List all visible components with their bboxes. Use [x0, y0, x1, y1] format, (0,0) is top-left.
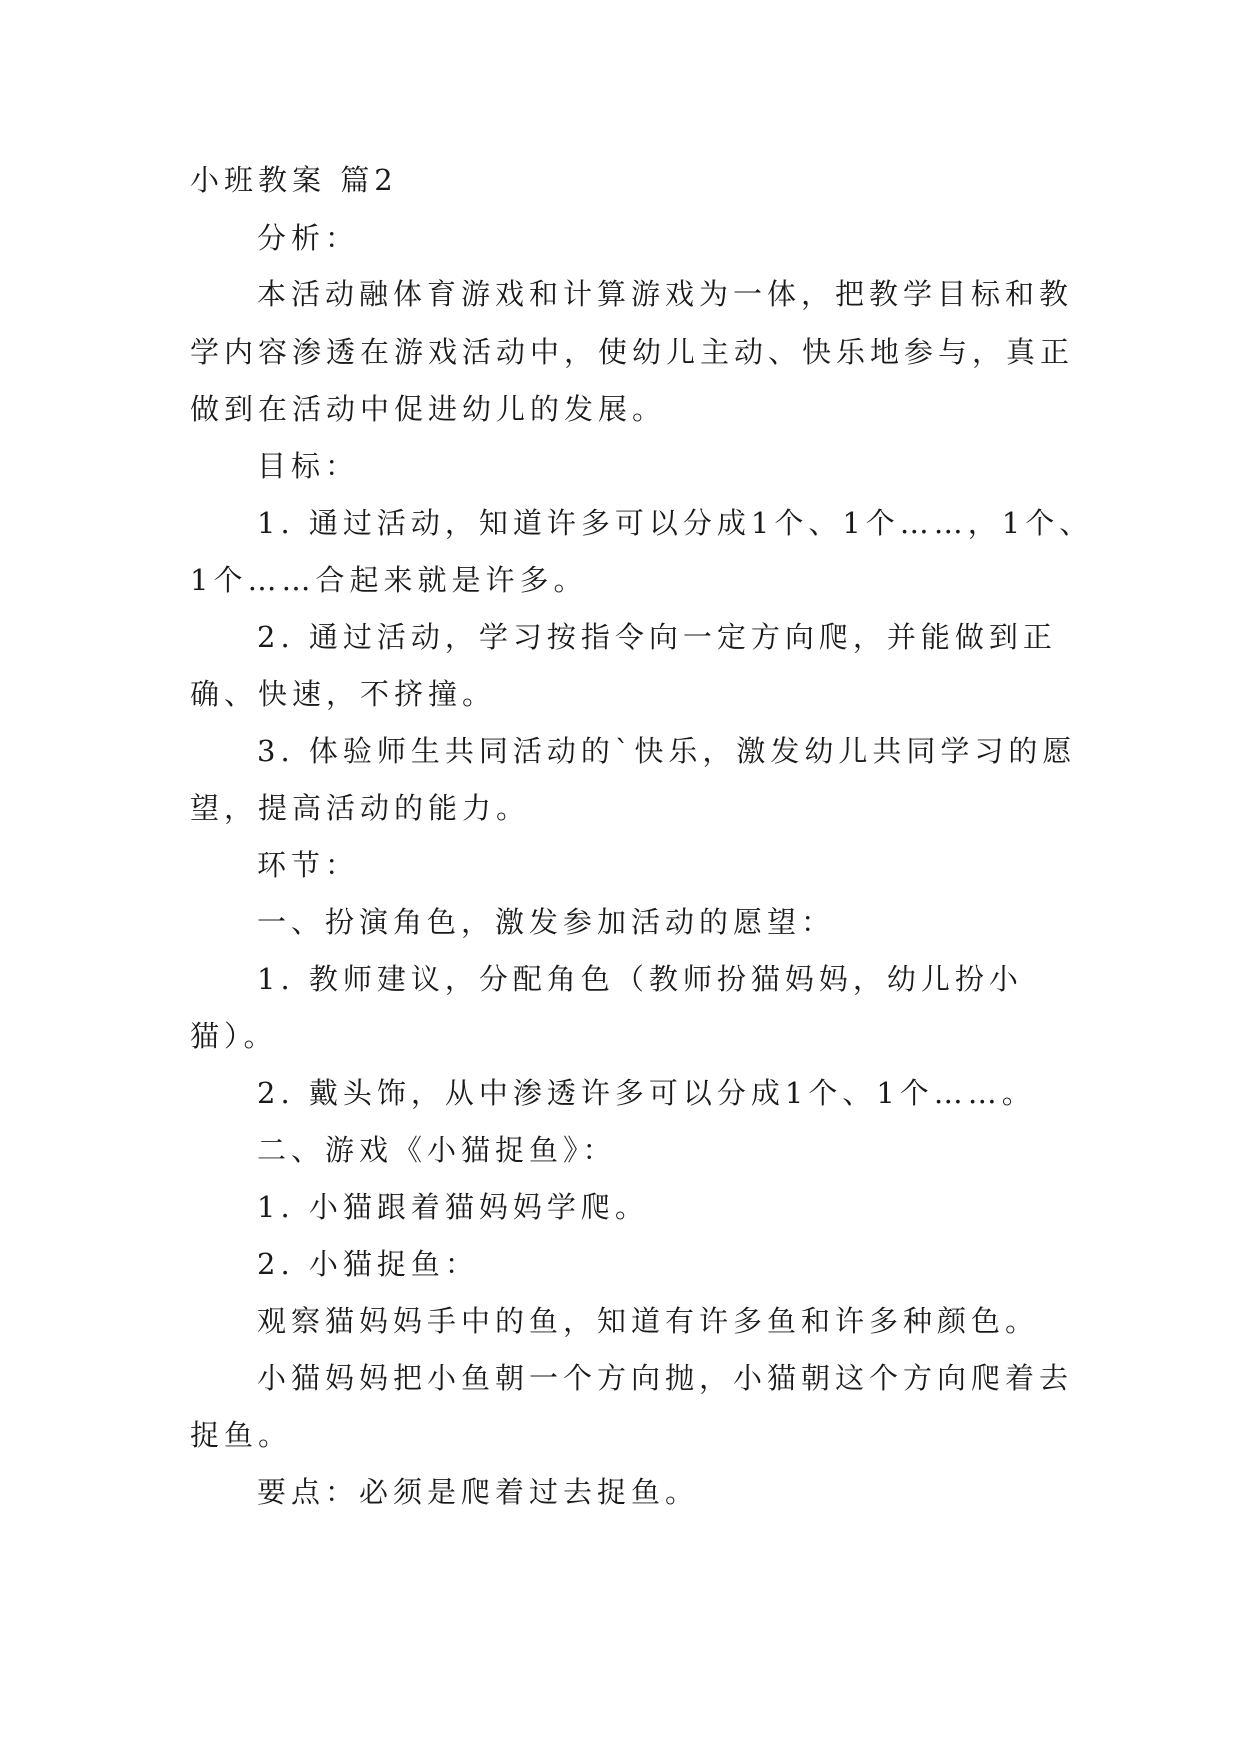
paragraph-line: 二、游戏《小猫捉鱼》： [257, 1133, 617, 1167]
paragraph-line: 做到在活动中促进幼儿的发展。 [190, 392, 667, 426]
paragraph-line: 要点：必须是爬着过去捉鱼。 [257, 1475, 700, 1509]
paragraph-line: 3. 体验师生共同活动的`快乐，激发幼儿共同学习的愿 [257, 734, 1077, 768]
paragraph-line: 望，提高活动的能力。 [190, 791, 531, 825]
paragraph-line: 1. 小猫跟着猫妈妈学爬。 [257, 1190, 649, 1224]
document-title: 小班教案 篇2 [190, 163, 398, 197]
paragraph-line: 一、扮演角色，激发参加活动的愿望： [257, 905, 836, 939]
paragraph-line: 1个……合起来就是许多。 [190, 563, 588, 597]
paragraph-line: 1. 教师建议，分配角色（教师扮猫妈妈，幼儿扮小 [257, 962, 1023, 996]
paragraph-line: 分析： [257, 221, 360, 255]
paragraph-line: 小猫妈妈把小鱼朝一个方向抛，小猫朝这个方向爬着去 [257, 1361, 1074, 1395]
paragraph-line: 本活动融体育游戏和计算游戏为一体，把教学目标和教 [257, 277, 1074, 311]
paragraph-line: 2. 小猫捉鱼： [257, 1247, 479, 1281]
paragraph-line: 环节： [257, 848, 360, 882]
paragraph-line: 捉鱼。 [190, 1418, 293, 1452]
paragraph-line: 学内容渗透在游戏活动中，使幼儿主动、快乐地参与，真正 [190, 335, 1075, 369]
paragraph-line: 2. 戴头饰，从中渗透许多可以分成1个、1个……。 [257, 1076, 1036, 1110]
paragraph-line: 确、快速，不挤撞。 [190, 677, 497, 711]
paragraph-line: 观察猫妈妈手中的鱼，知道有许多鱼和许多种颜色。 [257, 1304, 1040, 1338]
paragraph-line: 猫）。 [190, 1019, 278, 1053]
paragraph-line: 2. 通过活动，学习按指令向一定方向爬，并能做到正 [257, 620, 1057, 654]
paragraph-line: 1. 通过活动，知道许多可以分成1个、1个……，1个、 [257, 506, 1094, 540]
paragraph-line: 目标： [257, 449, 360, 483]
